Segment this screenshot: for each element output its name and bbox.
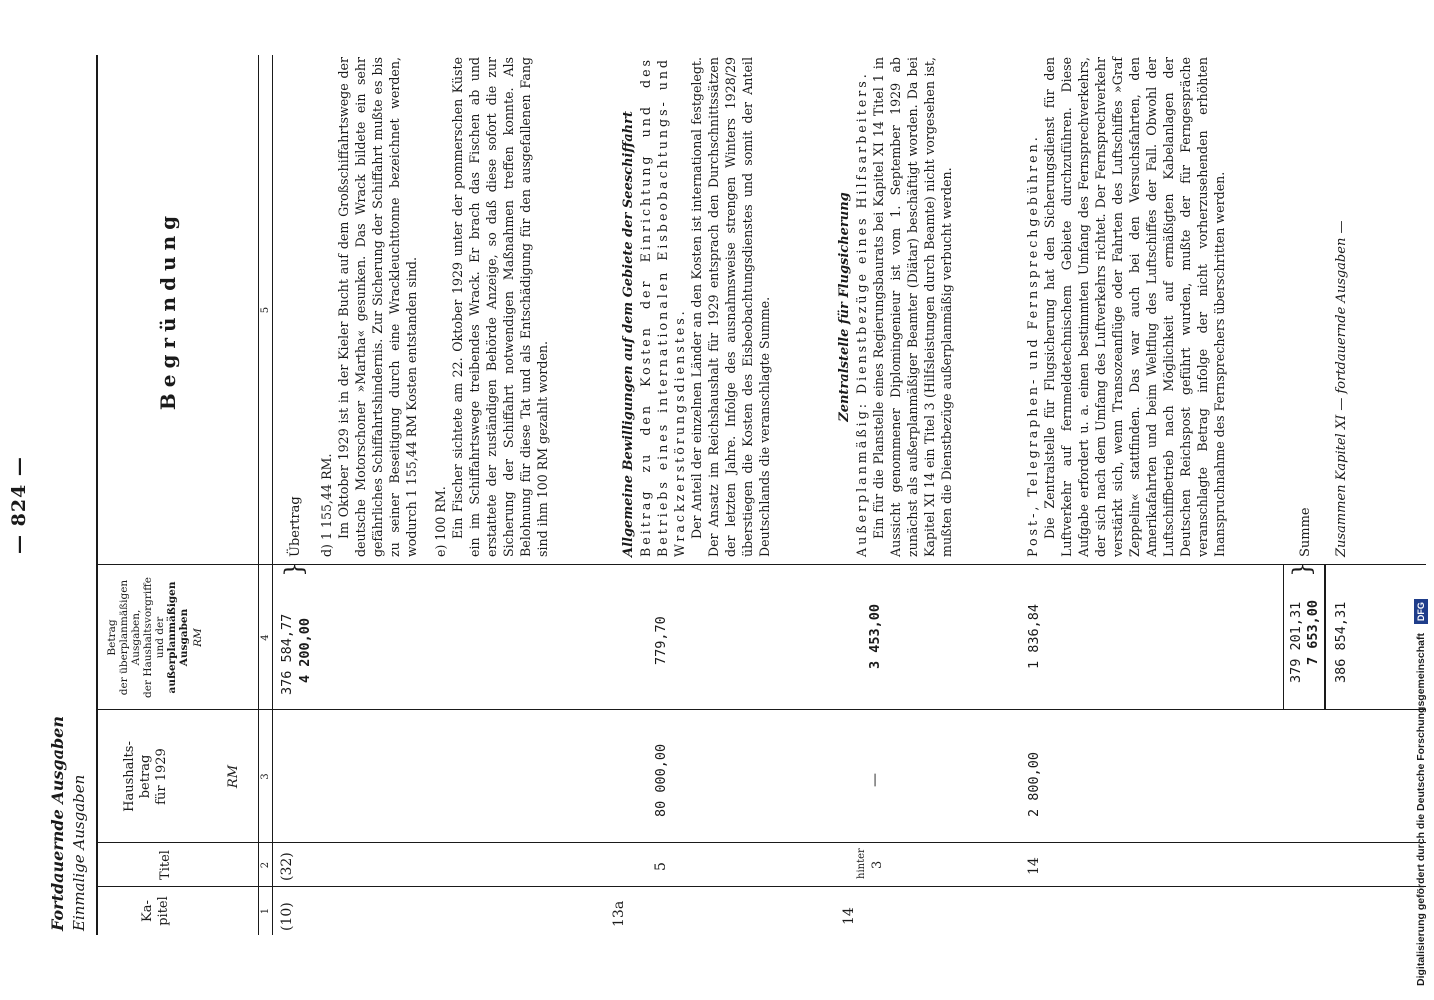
header-begruendung: Begründung bbox=[156, 209, 180, 411]
table-top-rule bbox=[96, 55, 98, 935]
row3-haushalt: 2 800,00 bbox=[1026, 751, 1042, 817]
page-content bbox=[0, 35, 1430, 965]
dfg-logo-icon: DFG bbox=[1414, 599, 1428, 624]
summe-brace: } bbox=[1288, 561, 1316, 577]
colnum-1: 1 bbox=[260, 907, 271, 915]
col-divider-3 bbox=[96, 709, 1426, 710]
colnum-3: 3 bbox=[260, 773, 271, 780]
header-betrag-line3: Ausgaben, bbox=[130, 609, 142, 666]
row0-e-label: e) 100 RM. bbox=[433, 486, 448, 557]
header-bottom-rule bbox=[258, 55, 259, 935]
row1-text: Der Anteil der einzelnen Länder an den Kosten ist international festgelegt. Der Ansatz im Reichshaushalt für 1929 entsprach den Durchschnittssätzen der letzten Jahre. Infolge des ausnahmsweise strengen Winters 1928/29 überstiegen die Kosten des Eisbeobachtungsdienstes und somit der Anteil Deutschlands die veranschlagte Summe. bbox=[689, 57, 772, 557]
row2-titel-line1: hinter bbox=[856, 848, 867, 879]
row0-d-label: d) 1 155,44 RM. bbox=[319, 453, 334, 557]
row0-uebertrag: Übertrag bbox=[288, 496, 303, 557]
row1-spaced: Beitrag zu den Kosten der Einrichtung und des Betriebs eines internationalen Eisbeobachtungs- und Wrackzerstörungsdienstes. bbox=[638, 57, 687, 557]
row1-titel: 5 bbox=[653, 862, 669, 871]
rotated-page bbox=[0, 35, 1430, 965]
row2-text: Ein für die Planstelle eines Regierungsbaurats bei Kapitel XI 14 Titel 1 in Aussicht genommener Diplomingenieur ist vom 1. September 1929 ab zunächst als außerplanmäßiger Beamter (Diätar) beschäftigt worden. Da bei Kapitel XI 14 ein Titel 3 (Hilfsleistungen durch Beamte) nicht vorgesehen ist, mußten die Dienstbezüge außerplanmäßig verbucht werden. bbox=[871, 57, 954, 557]
header-haushalt-unit: RM bbox=[226, 764, 241, 789]
row0-betrag1: 376 584,77 bbox=[279, 613, 295, 695]
row3-titel: 14 bbox=[1026, 857, 1042, 875]
header-betrag-line1: Betrag bbox=[106, 619, 118, 656]
colnum-5: 5 bbox=[260, 306, 271, 314]
dfg-notice: Digitalisierung gefördert durch die Deutsche Forschungsgemeinschaft bbox=[1415, 633, 1427, 986]
header-haushalt: Haushalts- betrag für 1929 bbox=[122, 741, 169, 812]
row0-e-text: Ein Fischer sichtete am 22. Oktober 1929 unter der pommerschen Küste ein im Schiffahrtswege treibendes Wrack. Er brach das Fischen ab und erstattete der zuständigen Behörde Anzeige, so daß diese sofort die zur Sicherung der Schiffahrt notwendigen Maßnahmen treffen konnte. Als Belohnung für diese Tat und als Entschädigung für den ausgefallenen Fang sind ihm 100 RM gezahlt worden. bbox=[450, 57, 550, 557]
header-betrag-line2: der überplanmäßigen bbox=[118, 579, 130, 696]
header-kapitel: Ka- pitel bbox=[140, 896, 171, 926]
summe2: 7 653,00 bbox=[1305, 599, 1321, 665]
colnum-4: 4 bbox=[260, 634, 271, 641]
row1-betrag: 779,70 bbox=[653, 616, 669, 665]
row2-heading: Zentralstelle für Flugsicherung bbox=[837, 192, 852, 422]
row1-heading: Allgemeine Bewilligungen auf dem Gebiete der Seeschiffahrt bbox=[621, 111, 636, 557]
dfg-sidebar bbox=[1412, 8, 1430, 992]
row2-titel-line2: 3 bbox=[870, 860, 885, 869]
total-label: Zusammen Kapitel XI — fortdauernde Ausgaben — bbox=[1334, 220, 1349, 557]
row3-spaced: Post-, Telegraphen- und Fernsprechgebühren. bbox=[1025, 134, 1040, 557]
summe-rule bbox=[1283, 565, 1284, 710]
header-betrag-unit: RM bbox=[192, 628, 204, 647]
row3-betrag: 1 836,84 bbox=[1026, 603, 1042, 669]
row2-kapitel: 14 bbox=[841, 907, 857, 925]
row3-block bbox=[1024, 57, 1228, 557]
col-divider-1 bbox=[96, 886, 1426, 887]
row0-section-e bbox=[432, 57, 551, 557]
row2-betrag: 3 453,00 bbox=[867, 603, 883, 669]
row0-brace: } bbox=[280, 561, 308, 577]
heading-einmalige: Einmalige Ausgaben bbox=[70, 774, 88, 931]
header-betrag-line6: außerplanmäßigen bbox=[166, 581, 178, 694]
header-betrag-line5: und der bbox=[154, 616, 166, 659]
row1-block bbox=[620, 57, 773, 557]
header-betrag bbox=[106, 565, 204, 710]
row0-kapitel: (10) bbox=[279, 902, 295, 931]
summe-label: Summe bbox=[1298, 507, 1313, 557]
colnum-bottom-rule bbox=[272, 55, 273, 935]
summe1: 379 201,31 bbox=[1288, 601, 1304, 683]
row1-haushalt: 80 000,00 bbox=[653, 743, 669, 817]
header-titel: Titel bbox=[158, 850, 173, 880]
dfg-sidebar-text bbox=[1412, 2, 1430, 992]
colnum-2: 2 bbox=[260, 861, 271, 869]
heading-fortdauernde: Fortdauernde Ausgaben bbox=[48, 716, 67, 931]
row3-text: Die Zentralstelle für Flugsicherung hat den Sicherungsdienst für den Luftverkehr auf fernmeldetechnischem Gebiete durchzuführen. Diese Aufgabe erfordert u. a. einen bestimmten Umfang des Fernsprechverkehrs, der sich nach dem Umfang des Luftverkehrs richtet. Der Fernsprechverkehr verstärkt sich, wenn Transozeanflüge oder Fahrten des Luftschiffes »Graf Zeppelin« stattfinden. Das war auch bei den Versuchsfahrten, den Amerikafahrten und beim Weltflug des Luftschiffes der Fall. Obwohl der Luftschiffbetrieb nach Möglichkeit auf ermäßigten Kabelanlagen der Deutschen Reichspost geführt wurden, mußte der für Ferngespräche veranschlagte Betrag infolge der nicht vorherzusehenden erhöhten Inanspruchnahme des Fernsprechers überschritten werden. bbox=[1042, 57, 1227, 557]
total-value: 386 854,31 bbox=[1333, 601, 1349, 683]
row1-kapitel: 13a bbox=[611, 900, 627, 927]
row0-d-text: Im Oktober 1929 ist in der Kieler Bucht auf dem Großschiffahrtswege der deutsche Motorschoner »Martha« gesunken. Das Wrack bildete ein sehr gefährliches Schiffahrtshindernis. Zur Sicherung der Schiffahrt mußte es bis zu seiner Beseitigung durch eine Wrackleuchttonne bezeichnet werden, wodurch 1 155,44 RM Kosten entstanden sind. bbox=[336, 57, 419, 557]
row2-haushalt: — bbox=[867, 773, 883, 787]
row0-section-d bbox=[318, 57, 420, 557]
row0-betrag2: 4 200,00 bbox=[297, 617, 313, 683]
col-divider-2 bbox=[96, 842, 1426, 843]
row2-block bbox=[836, 57, 955, 557]
page-number: — 824 — bbox=[8, 456, 30, 554]
row2-spaced: Außerplanmäßig: Dienstbezüge eines Hilfsarbeiters. bbox=[854, 71, 869, 557]
header-betrag-line7: Ausgaben bbox=[178, 608, 190, 667]
total-rule bbox=[1324, 565, 1326, 710]
row0-titel: (32) bbox=[279, 852, 295, 881]
header-betrag-line4: der Haushaltsvorgriffe bbox=[142, 577, 154, 698]
